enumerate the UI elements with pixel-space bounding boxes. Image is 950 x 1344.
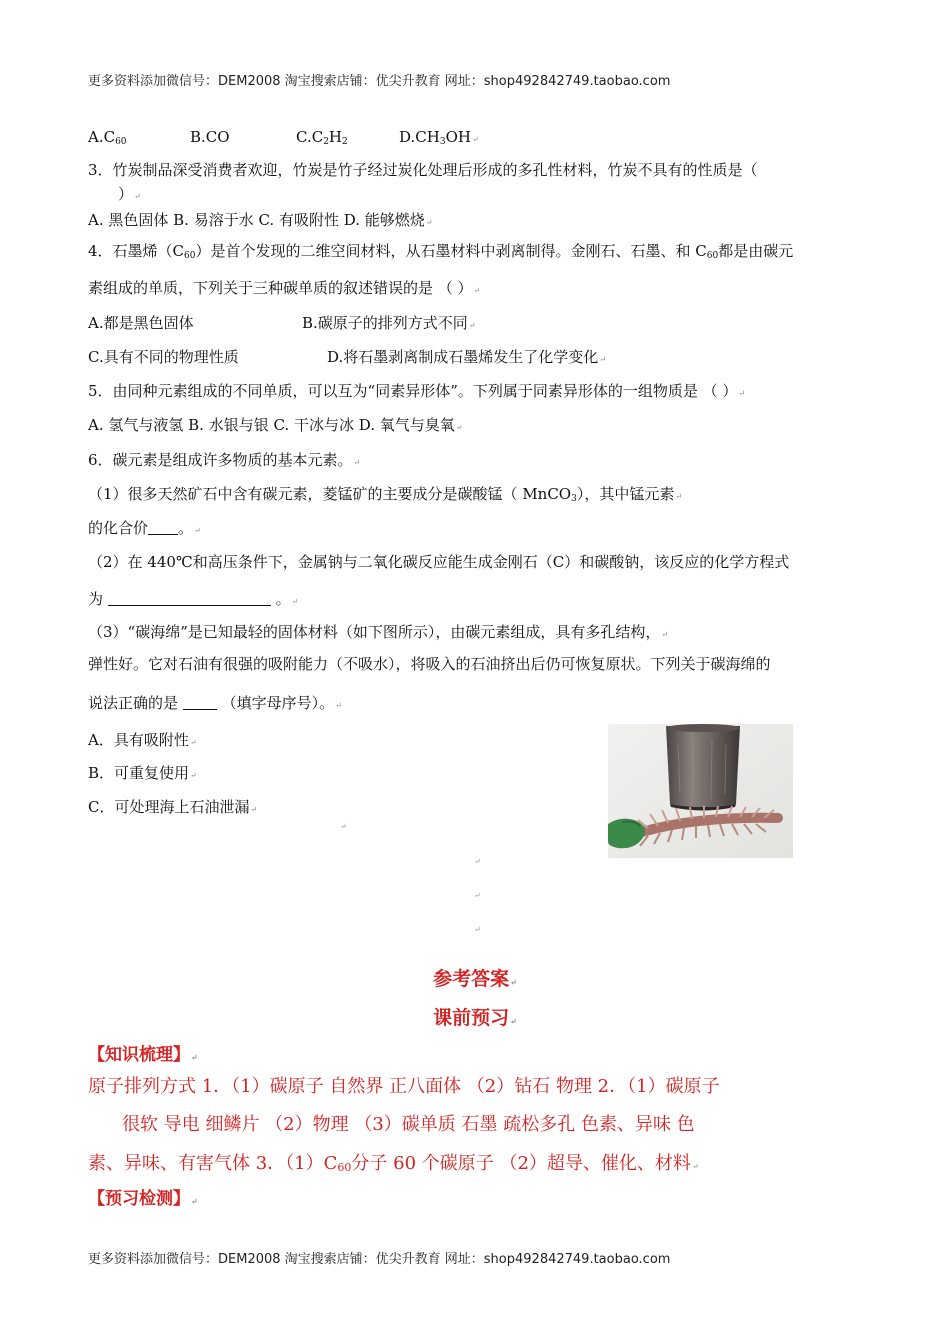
q2-option-b: B.CO <box>190 128 230 146</box>
q4-stem-line2: 素组成的单质，下列关于三种碳单质的叙述错误的是 （ ）↵ <box>88 279 481 297</box>
q2-option-d: $D.CH_3OH↵$ <box>399 128 479 147</box>
q4-options-row2 <box>88 347 606 370</box>
carbon-sponge-illustration <box>608 724 793 858</box>
q2-option-a: $A.C_{60}$ <box>88 128 127 147</box>
page-footer: 更多资料添加微信号：DEM2008 淘宝搜索店铺：优尖升教育 网址：shop492842749.taobao.com <box>88 1252 671 1267</box>
q5-options: A. 氢气与液氢 B. 水银与银 C. 干冰与冰 D. 氧气与臭氧↵ <box>88 416 463 434</box>
q6-option-b: B．可重复使用↵ <box>88 764 197 782</box>
q6-title: 6．碳元素是组成许多物质的基本元素。↵ <box>88 451 361 469</box>
answer-line-3: 素、异味、有害气体 3．（1）C60分子 60 个碳原子 （2）超导、催化、材料↵ <box>88 1153 699 1174</box>
q4-option-c: C.具有不同的物理性质 <box>88 348 239 366</box>
paragraph-mark: ↵ <box>474 857 481 866</box>
knowledge-heading: 【知识梳理】↵ <box>88 1045 198 1065</box>
carbon-sponge-photo <box>608 724 793 858</box>
page-header: 更多资料添加微信号：DEM2008 淘宝搜索店铺：优尖升教育 网址：shop492842749.taobao.com <box>88 74 671 89</box>
answers-subtitle: 课前预习↵ <box>433 1007 517 1029</box>
answer-blank[interactable] <box>148 519 178 535</box>
q2-option-c: $C.C_2H_2$ <box>296 128 348 147</box>
answer-line-2: 很软 导电 细鳞片 （2）物理 （3）碳单质 石墨 疏松多孔 色素、异味 色 <box>122 1114 695 1135</box>
q4-option-a: A.都是黑色固体 <box>88 314 194 332</box>
q6-part3-line1: （3）“碳海绵”是已知最轻的固体材料（如下图所示），由碳元素组成，具有多孔结构，↵ <box>88 623 669 641</box>
q2-options <box>88 127 479 152</box>
q6-part1-line1: （1）很多天然矿石中含有碳元素，菱锰矿的主要成分是碳酸锰（ MnCO$_3$），其中锰元素↵ <box>88 485 683 504</box>
answer-line-1: 原子排列方式 1．（1）碳原子 自然界 正八面体 （2）钻石 物理 2．（1）碳原子 <box>88 1076 720 1097</box>
q6-option-a: A．具有吸附性↵ <box>88 731 197 749</box>
paragraph-mark: ↵ <box>474 925 481 934</box>
answer-blank[interactable] <box>183 694 217 710</box>
q4-option-b: B.碳原子的排列方式不同↵ <box>302 314 476 332</box>
q6-part1-line2: 的化合价 。↵ <box>88 519 201 537</box>
q4-stem-line1: 4．石墨烯$(C_{60})$是首个发现的二维空间材料，从石墨材料中剥离制得。金刚石、石墨、和 $C_{60}$都是由碳元 <box>88 242 794 261</box>
q6-part3-line2: 弹性好。它对石油有很强的吸附能力（不吸水），将吸入的石油挤出后仍可恢复原状。下列关于碳海绵的 <box>88 655 771 673</box>
q3-stem-line1: 3．竹炭制品深受消费者欢迎，竹炭是竹子经过炭化处理后形成的多孔性材料，竹炭不具有的性质是（ <box>88 161 758 179</box>
q5-stem: 5．由同种元素组成的不同单质，可以互为“同素异形体”。下列属于同素异形体的一组物质是 （ ）↵ <box>88 382 746 400</box>
paragraph-mark: ↵ <box>474 891 481 900</box>
q6-part3-line3: 说法正确的是 （填字母序号）。↵ <box>88 694 342 712</box>
paragraph-mark: ↵ <box>340 822 347 831</box>
q6-part2-line2: 为 。↵ <box>88 590 299 608</box>
q6-option-c: C．可处理海上石油泄漏↵ <box>88 798 258 816</box>
q6-part2-line1: （2）在 440℃和高压条件下，金属钠与二氧化碳反应能生成金刚石（C）和碳酸钠，该反应的化学方程式 <box>88 553 790 571</box>
preview-heading: 【预习检测】↵ <box>88 1189 198 1209</box>
q3-options: A. 黑色固体 B. 易溶于水 C. 有吸附性 D. 能够燃烧↵ <box>88 211 433 229</box>
equation-blank[interactable] <box>108 590 271 606</box>
answers-title: 参考答案↵ <box>433 968 517 990</box>
q3-stem-line2: ）↵ <box>118 185 141 203</box>
q4-option-d: D.将石墨剥离制成石墨烯发生了化学变化↵ <box>327 348 606 366</box>
q4-options-row1 <box>88 313 476 336</box>
